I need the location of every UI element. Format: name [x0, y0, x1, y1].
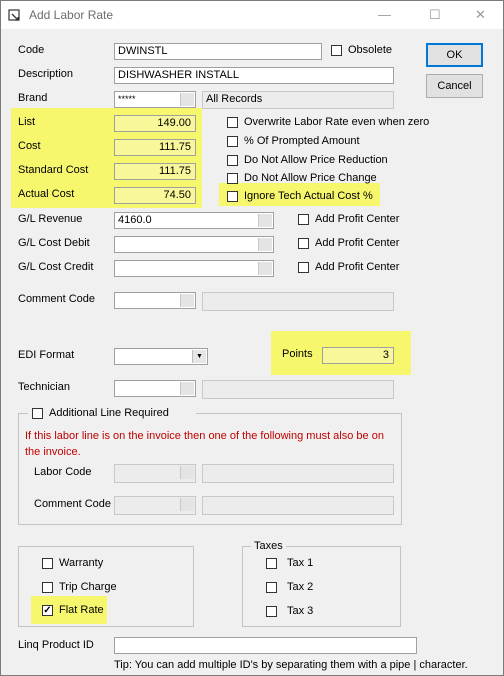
- taxes-title: Taxes: [251, 540, 286, 552]
- no-price-reduction-label: Do Not Allow Price Reduction: [244, 154, 388, 166]
- gl-cost-debit-label: G/L Cost Debit: [18, 237, 90, 249]
- maximize-button[interactable]: ☐: [429, 7, 441, 22]
- linq-product-id-input[interactable]: [114, 637, 417, 654]
- gl-revenue-label: G/L Revenue: [18, 213, 83, 225]
- form-icon: [8, 9, 21, 22]
- points-input[interactable]: 3: [322, 347, 394, 364]
- actual-cost-label: Actual Cost: [18, 188, 75, 200]
- brand-value: *****: [118, 94, 136, 104]
- overwrite-zero-checkbox[interactable]: [227, 117, 238, 128]
- additional-line-message: If this labor line is on the invoice then one of the following must also be on the invoice.: [25, 430, 384, 458]
- no-price-change-checkbox[interactable]: [227, 173, 238, 184]
- profit-center-credit-label: Add Profit Center: [315, 261, 400, 273]
- technician-input[interactable]: [114, 380, 196, 397]
- additional-comment-code-input: [114, 496, 196, 515]
- standard-cost-input[interactable]: 111.75: [114, 163, 196, 180]
- close-button[interactable]: ✕: [475, 7, 486, 22]
- edi-format-label: EDI Format: [18, 349, 75, 361]
- comment-code-description: [202, 292, 394, 311]
- tax1-label: Tax 1: [287, 557, 314, 569]
- gl-revenue-value: 4160.0: [118, 214, 152, 226]
- additional-comment-code-label: Comment Code: [34, 498, 112, 510]
- technician-lookup-button[interactable]: [180, 382, 194, 395]
- profit-center-debit-label: Add Profit Center: [315, 237, 400, 249]
- additional-comment-code-description: [202, 496, 394, 515]
- comment-code-label: Comment Code: [18, 293, 96, 305]
- actual-cost-input[interactable]: 74.50: [114, 187, 196, 204]
- flat-rate-label: Flat Rate: [59, 604, 104, 616]
- gl-revenue-lookup-button[interactable]: [258, 214, 272, 227]
- tax3-checkbox[interactable]: [266, 606, 277, 617]
- chevron-down-icon[interactable]: ▼: [192, 350, 206, 363]
- profit-center-revenue-label: Add Profit Center: [315, 213, 400, 225]
- obsolete-checkbox[interactable]: [331, 45, 342, 56]
- labor-code-input: [114, 464, 196, 483]
- obsolete-label: Obsolete: [348, 44, 393, 56]
- brand-label: Brand: [18, 92, 48, 104]
- linq-product-id-label: Linq Product ID: [18, 639, 94, 651]
- comment-code-input[interactable]: [114, 292, 196, 309]
- brand-description: All Records: [202, 91, 394, 109]
- prompted-amount-label: % Of Prompted Amount: [244, 135, 360, 147]
- technician-description: [202, 380, 394, 399]
- labor-code-label: Labor Code: [34, 466, 92, 478]
- tax2-checkbox[interactable]: [266, 582, 277, 593]
- flat-rate-checkbox[interactable]: ✓: [43, 605, 52, 616]
- tax2-label: Tax 2: [287, 581, 314, 593]
- edi-format-select[interactable]: [114, 348, 208, 365]
- warranty-label: Warranty: [59, 557, 104, 569]
- description-input[interactable]: DISHWASHER INSTALL: [114, 67, 394, 84]
- brand-input[interactable]: [114, 91, 196, 108]
- code-input[interactable]: DWINSTL: [114, 43, 322, 60]
- ignore-tech-cost-label: Ignore Tech Actual Cost %: [244, 190, 373, 202]
- labor-code-description: [202, 464, 394, 483]
- no-price-reduction-checkbox[interactable]: [227, 155, 238, 166]
- cancel-button[interactable]: Cancel: [426, 74, 483, 98]
- additional-comment-code-lookup-button: [180, 498, 194, 511]
- code-label: Code: [18, 44, 45, 56]
- trip-charge-checkbox[interactable]: [42, 582, 53, 593]
- gl-cost-credit-label: G/L Cost Credit: [18, 261, 94, 273]
- profit-center-credit-checkbox[interactable]: [298, 262, 309, 273]
- trip-charge-label: Trip Charge: [59, 581, 117, 593]
- gl-cost-credit-input[interactable]: [114, 260, 274, 277]
- no-price-change-label: Do Not Allow Price Change: [244, 172, 377, 184]
- gl-cost-debit-input[interactable]: [114, 236, 274, 253]
- profit-center-debit-checkbox[interactable]: [298, 238, 309, 249]
- tax1-checkbox[interactable]: [266, 558, 277, 569]
- labor-code-lookup-button: [180, 466, 194, 479]
- profit-center-revenue-checkbox[interactable]: [298, 214, 309, 225]
- additional-line-label: Additional Line Required: [49, 407, 169, 419]
- ignore-tech-cost-checkbox[interactable]: [227, 191, 238, 202]
- list-price-input[interactable]: 149.00: [114, 115, 196, 132]
- warranty-checkbox[interactable]: [42, 558, 53, 569]
- additional-line-checkbox[interactable]: [32, 408, 43, 419]
- tax3-label: Tax 3: [287, 605, 314, 617]
- cost-label: Cost: [18, 140, 41, 152]
- gl-revenue-input[interactable]: [114, 212, 274, 229]
- title-bar: [1, 1, 503, 29]
- standard-cost-label: Standard Cost: [18, 164, 89, 176]
- technician-label: Technician: [18, 381, 70, 393]
- description-label: Description: [18, 68, 74, 80]
- comment-code-lookup-button[interactable]: [180, 294, 194, 307]
- gl-cost-debit-lookup-button[interactable]: [258, 238, 272, 251]
- prompted-amount-checkbox[interactable]: [227, 136, 238, 147]
- gl-cost-credit-lookup-button[interactable]: [258, 262, 272, 275]
- overwrite-zero-label: Overwrite Labor Rate even when zero: [244, 116, 430, 128]
- ok-button[interactable]: OK: [426, 43, 483, 67]
- cost-input[interactable]: 111.75: [114, 139, 196, 156]
- tip-text: Tip: You can add multiple ID's by separating them with a pipe | character.: [114, 659, 468, 671]
- window-title: Add Labor Rate: [29, 8, 114, 22]
- points-label: Points: [282, 348, 313, 360]
- minimize-button[interactable]: —: [378, 7, 391, 22]
- brand-lookup-button[interactable]: [180, 93, 194, 106]
- list-label: List: [18, 116, 36, 128]
